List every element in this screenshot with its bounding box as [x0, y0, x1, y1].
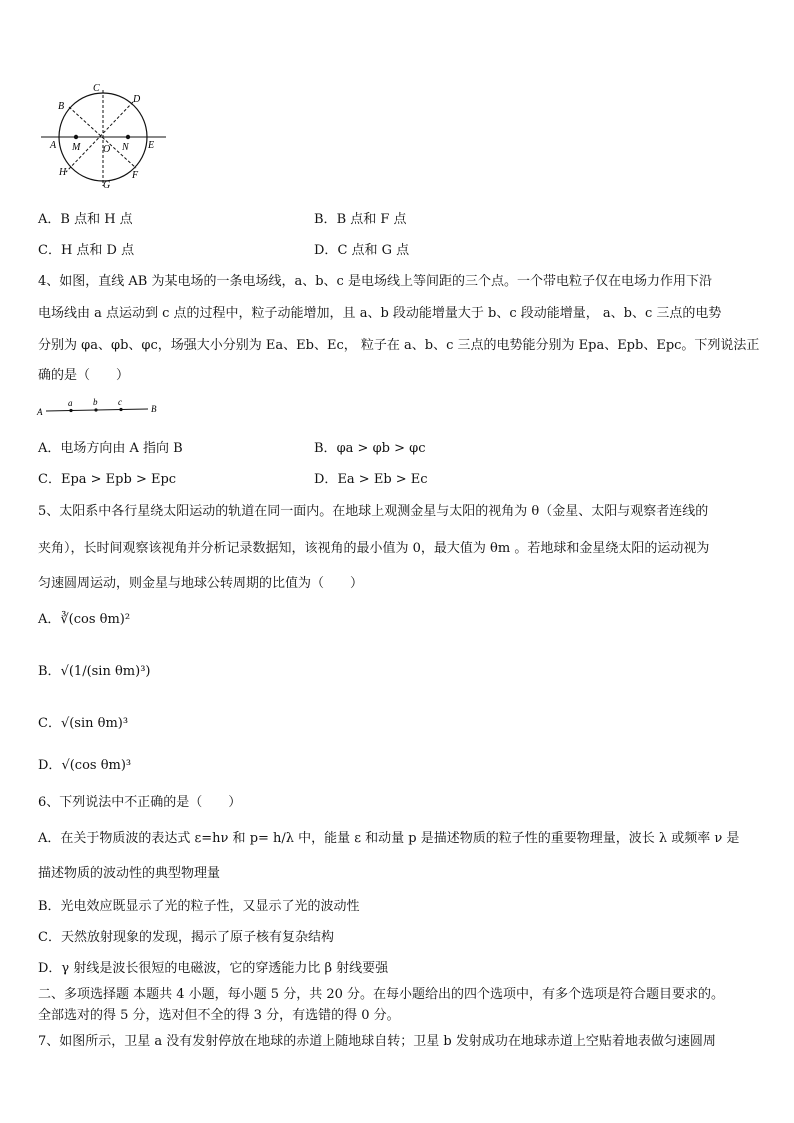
label-M: M	[72, 142, 81, 153]
q4-option-a: A．电场方向由 A 指向 B	[38, 441, 183, 456]
svg-text:c: c	[118, 397, 122, 407]
q6-option-d: D．γ 射线是波长很短的电磁波，它的穿透能力比 β 射线要强	[38, 961, 389, 976]
q6-option-a-line-2: 描述物质的波动性的典型物理量	[38, 866, 221, 881]
q4-line-2: 电场线由 a 点运动到 c 点的过程中，粒子动能增加，且 a、b 段动能增量大于 b、c 段动能增量， a、b、c 三点的电势	[38, 306, 722, 321]
field-line-diagram	[36, 396, 166, 418]
q4-line-4: 确的是（ ）	[38, 368, 130, 383]
svg-text:a: a	[68, 398, 73, 408]
section2-line-1: 二、多项选择题 本题共 4 小题，每小题 5 分，共 20 分。在每小题给出的四个选项中，有多个选项是符合题目要求的。	[38, 987, 725, 1002]
q5-option-d: D．√(cos θm)³	[38, 758, 132, 773]
svg-text:b: b	[93, 397, 98, 407]
label-E: E	[148, 140, 155, 151]
q4-option-c: C．Epa > Epb > Epc	[38, 472, 177, 487]
q3-option-d: D．C 点和 G 点	[314, 243, 410, 258]
q6-option-b: B．光电效应既显示了光的粒子性，又显示了光的波动性	[38, 899, 360, 914]
q5-option-b: B．√(1/(sin θm)³)	[38, 664, 151, 679]
svg-text:B: B	[151, 404, 157, 414]
q4-line-3: 分别为 φa、φb、φc，场强大小分别为 Ea、Eb、Ec， 粒子在 a、b、c 三点的电势能分别为 Epa、Epb、Epc。下列说法正	[38, 338, 760, 353]
q6-stem: 6、下列说法中不正确的是（ ）	[38, 795, 242, 810]
q7-line-1: 7、如图所示，卫星 a 没有发射停放在地球的赤道上随地球自转；卫星 b 发射成功在地球赤道上空贴着地表做匀速圆周	[38, 1034, 716, 1049]
svg-text:A: A	[37, 407, 43, 417]
label-O: O	[103, 144, 111, 155]
q5-line-1: 5、太阳系中各行星绕太阳运动的轨道在同一面内。在地球上观测金星与太阳的视角为 θ（金星、太阳与观察者连线的	[38, 504, 709, 519]
q4-option-b: B．φa > φb > φc	[314, 441, 426, 456]
label-D: D	[133, 94, 141, 105]
label-C: C	[93, 83, 100, 94]
q3-option-a: A．B 点和 H 点	[38, 212, 133, 227]
section2-line-2: 全部选对的得 5 分，选对但不全的得 3 分，有选错的得 0 分。	[38, 1008, 400, 1023]
label-A: A	[50, 140, 57, 151]
label-N: N	[122, 142, 129, 153]
q6-option-c: C．天然放射现象的发现，揭示了原子核有复杂结构	[38, 930, 334, 945]
q3-option-c: C．H 点和 D 点	[38, 243, 135, 258]
q5-option-a: A．∛(cos θm)²	[38, 612, 131, 627]
label-B: B	[58, 101, 65, 112]
circle-diagram	[36, 80, 171, 192]
q4-line-1: 4、如图，直线 AB 为某电场的一条电场线，a、b、c 是电场线上等间距的三个点。一个带电粒子仅在电场力作用下沿	[38, 274, 712, 289]
label-F: F	[132, 170, 139, 181]
q5-option-c: C．√(sin θm)³	[38, 716, 129, 731]
q3-option-b: B．B 点和 F 点	[314, 212, 407, 227]
q5-line-2: 夹角），长时间观察该视角并分析记录数据知，该视角的最小值为 0，最大值为 θm 。若地球和金星绕太阳的运动视为	[38, 541, 710, 556]
label-G: G	[103, 180, 111, 191]
q4-option-d: D．Ea > Eb > Ec	[314, 472, 428, 487]
q6-option-a-line-1: A．在关于物质波的表达式 ε=hν 和 p= h/λ 中，能量 ε 和动量 p 是描述物质的粒子性的重要物理量，波长 λ 或频率 ν 是	[38, 831, 740, 846]
q5-line-3: 匀速圆周运动，则金星与地球公转周期的比值为（ ）	[38, 576, 364, 591]
label-H: H	[59, 167, 67, 178]
